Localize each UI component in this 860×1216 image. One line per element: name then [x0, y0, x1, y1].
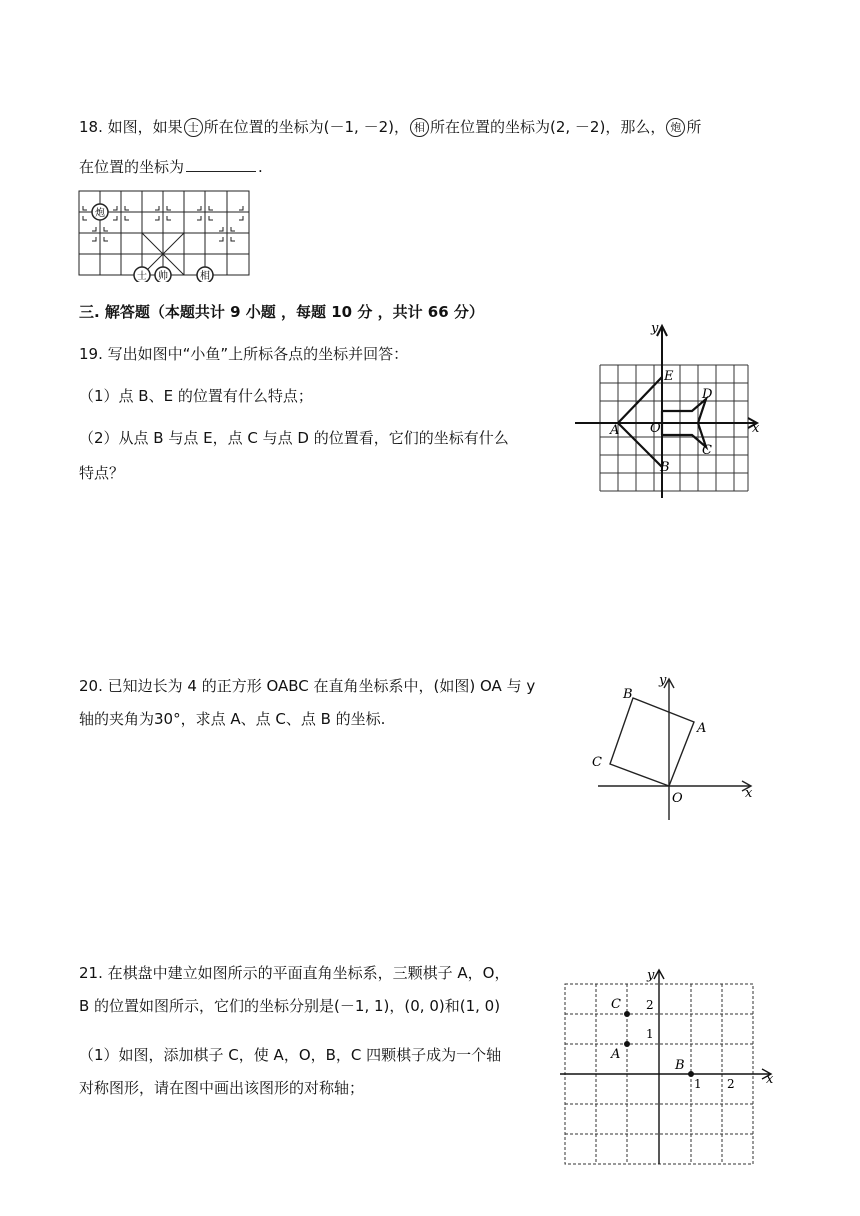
x-tick-2: 2: [727, 1077, 735, 1091]
q21-line3: （1）如图，添加棋子 C，使 A，O，B，C 四颗棋子成为一个轴: [79, 1046, 502, 1064]
q18-line2: [79, 157, 263, 177]
section-title: 三. 解答题（本题共计 9 小题 ，每题 10 分 ，共计 66 分）: [79, 303, 484, 321]
chessboard-figure: [78, 190, 253, 282]
answer-blank: [186, 157, 256, 172]
piece-a-dot: [624, 1041, 630, 1047]
q20-line1: 20. 已知边长为 4 的正方形 OABC 在直角坐标系中，(如图) OA 与 y: [79, 677, 536, 695]
point-a-label: A: [611, 1047, 621, 1062]
y-tick-2: 2: [646, 998, 654, 1012]
x-axis-label: x: [745, 786, 753, 801]
q21-line4: 对称图形，请在图中画出该图形的对称轴；: [79, 1079, 365, 1097]
q19-line4: 特点？: [79, 464, 125, 482]
shi-piece-icon: [134, 267, 150, 282]
shi-piece-icon: 士: [184, 118, 203, 137]
point-c-label: C: [702, 443, 712, 458]
point-c-label: C: [611, 997, 621, 1012]
q19-line2: （1）点 B、E 的位置有什么特点；: [79, 387, 313, 405]
point-b-label: B: [660, 460, 670, 475]
point-c-label: C: [592, 755, 602, 770]
chessboard-coordinate-figure: [560, 965, 785, 1170]
q21-line2: B 的位置如图所示，它们的坐标分别是(－1, 1)，(0, 0)和(1, 0): [79, 997, 501, 1015]
xiang-piece-label: 相: [200, 271, 210, 282]
xiang-piece-icon: [197, 267, 213, 282]
x-axis-label: x: [766, 1072, 774, 1087]
q18-period: .: [258, 158, 263, 176]
point-d-label: D: [702, 387, 713, 402]
shuai-piece-label: 帅: [158, 271, 168, 282]
shuai-piece-icon: [155, 267, 171, 282]
q18-text-4: 所: [686, 118, 702, 136]
q21-line1: 21. 在棋盘中建立如图所示的平面直角坐标系，三颗棋子 A，O，: [79, 964, 510, 982]
pao-piece-icon: [92, 204, 108, 220]
y-tick-1: 1: [646, 1027, 654, 1041]
q20-line2: 轴的夹角为30°，求点 A、点 C、点 B 的坐标.: [79, 710, 386, 728]
pao-piece-icon: 炮: [666, 118, 685, 137]
q18-text-3: 所在位置的坐标为(2, －2)，那么，: [430, 118, 666, 136]
point-b-label: B: [623, 687, 633, 702]
pao-piece-label: 炮: [95, 208, 105, 219]
y-axis-label: y: [647, 968, 655, 983]
y-axis-label: y: [659, 673, 667, 688]
piece-c-dot: [624, 1011, 630, 1017]
origin-label: O: [672, 791, 683, 806]
fish-figure: [570, 320, 770, 500]
point-e-label: E: [664, 369, 674, 384]
q18-text-1: 如图，如果: [107, 118, 183, 136]
point-a-label: A: [610, 423, 620, 438]
q18-text-line2: 在位置的坐标为: [79, 158, 185, 176]
q18-text-2: 所在位置的坐标为(－1, －2)，: [203, 118, 409, 136]
q18-line1: [79, 117, 701, 137]
q18-number: 18.: [79, 118, 103, 136]
x-axis-label: x: [752, 421, 760, 436]
square-figure: [585, 670, 765, 825]
q19-line3: （2）从点 B 与点 E，点 C 与点 D 的位置看，它们的坐标有什么: [79, 429, 509, 447]
point-b-label: B: [675, 1058, 685, 1073]
point-a-label: A: [697, 721, 707, 736]
shi-piece-label: 士: [137, 271, 147, 282]
q19-line1: 19. 写出如图中“小鱼”上所标各点的坐标并回答：: [79, 345, 409, 363]
y-axis-label: y: [651, 321, 659, 336]
square-oabc: [610, 698, 694, 786]
origin-label: O: [650, 421, 661, 436]
xiang-piece-icon: 相: [410, 118, 429, 137]
x-tick-1: 1: [694, 1077, 702, 1091]
